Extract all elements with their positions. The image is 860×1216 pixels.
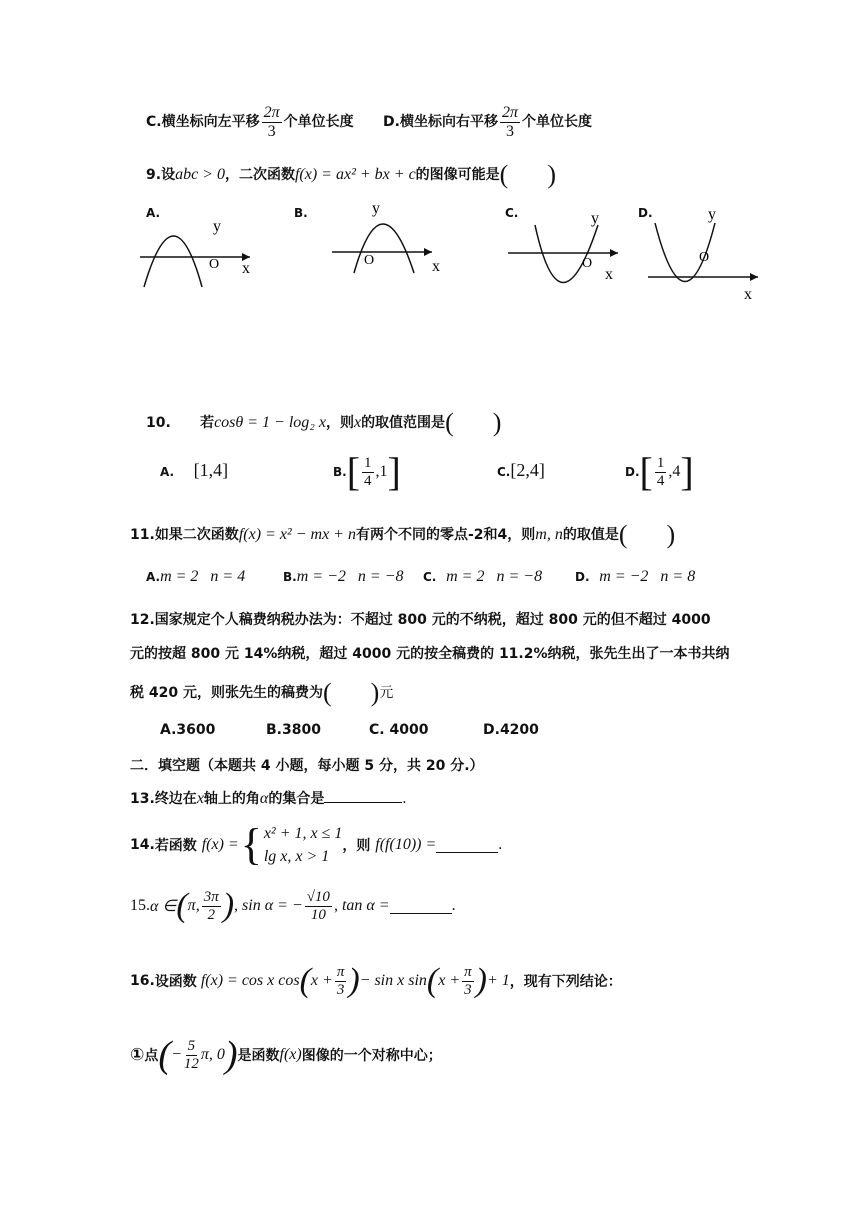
q10-option-a-value: [1,4] xyxy=(193,460,229,480)
q8-d-fraction: $\frac{2\pi}{3}$ xyxy=(501,104,518,140)
q9-d-y-label: y xyxy=(708,206,716,223)
q12-line1: 12.国家规定个人稿费纳税办法为：不超过 800 元的不纳税，超过 800 元的但不超过 4000 xyxy=(130,612,711,628)
q15-expression: α ∈ ( π, $\frac{3\pi}{2}$ ) , sin α = − $\frac{√10}{10}$ , tan α = xyxy=(150,887,390,924)
q14-case-1: x² + 1, x ≤ 1 xyxy=(263,825,343,842)
q9-option-b-label: B. xyxy=(294,206,308,220)
q14-ask: f(f(10)) = xyxy=(375,836,437,854)
q9-number: 9. xyxy=(146,167,162,183)
q8-d-label: D. xyxy=(383,114,400,131)
q12-option-b: B.3800 xyxy=(266,722,321,738)
q10-number: 10. xyxy=(146,415,171,431)
q11-answer-paren: ( ) xyxy=(618,520,676,549)
q16-item-1-mark: ① xyxy=(130,1045,145,1065)
q10-equation: cosθ = 1 − log₂ x xyxy=(214,414,326,431)
q16-function: f(x) = cos x cos ( x + $\frac{\pi}{3}$ ) − sin x sin ( x + $\frac{\pi}{3}$ ) + 1 xyxy=(196,962,510,999)
q11-function: f(x) = x² − mx + n xyxy=(238,526,356,543)
q10-option-b-label: B. xyxy=(333,465,347,479)
q11-stem: 11.如果二次函数f(x) = x² − mx + n有两个不同的零点-2和4，则m, n的取值是( ) xyxy=(130,520,676,549)
q14-lhs: f(x) = xyxy=(201,836,239,854)
q13-answer-blank xyxy=(324,802,402,803)
q8-c-label: C. xyxy=(146,114,162,131)
q11-option-d: D. m = −2 n = 8 xyxy=(575,568,696,585)
q16-stem: 16. 设函数 f(x) = cos x cos ( x + $\frac{\pi}{3}$ ) − sin x sin ( x + $\frac{\pi}{3}$ ) + 1 ，现有下列结论： xyxy=(130,962,622,999)
section-2-title: 二．填空题（本题共 4 小题，每小题 5 分，共 20 分.） xyxy=(130,758,484,774)
q10-option-d: D.[ $\frac{1}{4}$ ,4] xyxy=(625,449,694,494)
q9-condition: abc > 0 xyxy=(175,166,225,183)
q16-item-1-point: ( − $\frac{5}{12}$ π, 0 ) xyxy=(158,1034,238,1076)
q12-option-a: A.3600 xyxy=(160,722,216,738)
q14-stem: 14. 若函数 f(x) = { x² + 1, x ≤ 1 lg x, x > 1 ，则 f(f(10)) = . xyxy=(130,820,503,870)
q12-option-d: D.4200 xyxy=(483,722,539,738)
q9-a-y-label: y xyxy=(213,218,221,235)
q14-cases xyxy=(264,822,343,868)
q10-option-d-label: D. xyxy=(625,465,640,479)
q11-number: 11. xyxy=(130,527,155,543)
q10-option-c-value: [2,4] xyxy=(510,460,545,480)
q16-item-1: ① 点 ( − $\frac{5}{12}$ π, 0 ) 是函数 f(x) 图像的一个对称中心； xyxy=(130,1034,442,1076)
q10-option-c: C.[2,4] xyxy=(497,460,545,480)
q9-stem: 9.设abc > 0，二次函数f(x) = ax² + bx + c的图像可能是( ) xyxy=(146,160,556,189)
q11-option-c: C. m = 2 n = −8 xyxy=(423,568,543,585)
q8-c-text1: 横坐标向左平移 xyxy=(161,114,260,131)
q9-graph-d xyxy=(648,206,758,303)
q8-c-text2: 个单位长度 xyxy=(283,114,354,131)
q8-d-text1: 横坐标向右平移 xyxy=(399,114,498,131)
q9-option-a-label: A. xyxy=(146,206,161,220)
q9-c-y-label: y xyxy=(591,210,599,227)
q8-c-fraction: $\frac{2\pi}{3}$ xyxy=(263,104,280,140)
q9-b-x-label: x xyxy=(432,258,440,275)
q8-d-text2: 个单位长度 xyxy=(521,114,592,131)
q9-a-x-label: x xyxy=(242,260,250,277)
q15-stem: 15. α ∈ ( π, $\frac{3\pi}{2}$ ) , sin α = − $\frac{√10}{10}$ , tan α = . xyxy=(130,887,456,924)
q8-option-c xyxy=(146,104,354,140)
q10-option-b: B.[ $\frac{1}{4}$ ,1] xyxy=(333,449,401,494)
q9-graphs xyxy=(130,195,770,305)
q9-function: f(x) = ax² + bx + c xyxy=(294,166,416,183)
q12-answer-paren: ( ) xyxy=(322,678,380,707)
q14-case-2: lg x, x > 1 xyxy=(263,848,330,866)
q9-graph-c xyxy=(508,210,618,283)
q15-answer-blank xyxy=(390,913,452,914)
q9-a-origin-label: O xyxy=(209,257,220,272)
q9-c-x-label: x xyxy=(605,266,613,283)
q10-answer-paren: ( ) xyxy=(445,408,502,437)
q10-stem: 10. 若cosθ = 1 − log₂ x，则x的取值范围是( ) xyxy=(146,408,502,437)
q13-stem: 13.终边在x轴上的角α的集合是 . xyxy=(130,790,407,807)
q12-option-c: C. 4000 xyxy=(369,722,429,738)
q11-option-b: B.m = −2 n = −8 xyxy=(283,568,404,585)
q9-b-y-label: y xyxy=(372,200,380,217)
q11-option-a: A.m = 2 n = 4 xyxy=(146,568,246,585)
q12-line3: 税 420 元，则张先生的稿费为( )元 xyxy=(130,678,394,707)
q9-b-origin-label: O xyxy=(364,253,375,268)
q9-c-origin-label: O xyxy=(582,256,593,271)
q9-answer-paren: ( ) xyxy=(499,160,556,189)
q12-line2: 元的按超 800 元 14%纳税，超过 4000 元的按全稿费的 11.2%纳税，张先生出了一本书共纳 xyxy=(130,646,730,662)
q14-answer-blank xyxy=(436,852,498,853)
q9-d-x-label: x xyxy=(744,286,752,303)
q9-d-origin-label: O xyxy=(699,250,710,265)
q9-option-d-label: D. xyxy=(638,206,653,220)
q8-option-d xyxy=(383,104,592,140)
q14-brace: { xyxy=(240,820,262,870)
q9-graph-a xyxy=(140,218,250,287)
q9-graph-b xyxy=(332,200,440,275)
q10-option-a: A. [1,4] xyxy=(160,460,229,480)
q9-option-c-label: C. xyxy=(505,206,519,220)
